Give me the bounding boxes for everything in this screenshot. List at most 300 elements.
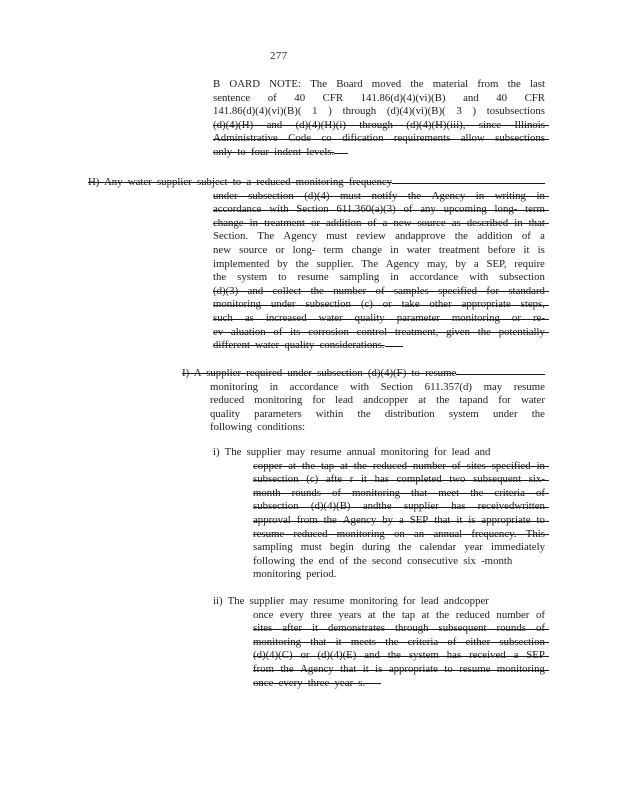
word: years — [338, 608, 362, 621]
word: the — [470, 486, 484, 499]
word: The — [361, 257, 378, 270]
word: andthe — [362, 500, 392, 513]
word: number — [412, 459, 446, 472]
word: that — [411, 486, 428, 499]
word: on — [393, 527, 405, 540]
word: subsequent — [473, 473, 522, 486]
word: OARD — [229, 78, 260, 90]
word: 611.357(d) — [424, 380, 472, 393]
word: for — [486, 284, 499, 297]
word: receivedwritten — [477, 500, 545, 513]
text-line — [182, 394, 545, 408]
word: for — [498, 394, 511, 407]
word: supplier — [403, 500, 439, 513]
word: in — [536, 459, 545, 472]
text-line — [213, 92, 545, 106]
word: corrosion — [308, 325, 349, 338]
word: r — [349, 473, 354, 486]
word: addition — [477, 230, 513, 243]
word: the — [436, 394, 450, 407]
word: the — [382, 608, 396, 621]
word: notify — [371, 189, 398, 202]
word: must — [300, 541, 322, 554]
word: The — [310, 78, 327, 90]
word: subsection — [305, 298, 351, 311]
text-line — [213, 514, 545, 528]
word: steps, — [520, 298, 545, 311]
word: in — [390, 271, 399, 284]
word: last — [529, 78, 545, 90]
word: subsequent — [438, 622, 487, 635]
word: may — [483, 380, 503, 393]
word: require — [514, 257, 545, 270]
word: meets — [350, 635, 376, 648]
word: treatment — [264, 216, 305, 229]
word: it — [523, 243, 530, 256]
word: collect — [272, 284, 302, 297]
text-line — [213, 78, 545, 92]
word: from — [253, 662, 274, 675]
word: criteria — [494, 486, 525, 499]
text-line: following the end of the second consecutive six -month — [253, 554, 513, 567]
word: from — [477, 78, 499, 90]
word: in — [269, 380, 279, 393]
text-line — [213, 663, 545, 677]
paragraph-item-i-roman — [213, 446, 545, 582]
word: under — [213, 189, 238, 202]
strikethrough-extension — [334, 146, 348, 160]
word: it — [311, 622, 318, 635]
word: allow — [460, 132, 485, 145]
word: and — [463, 91, 479, 104]
word: or — [310, 216, 320, 229]
word: 611.360(a)(3) — [336, 203, 396, 216]
word: may, — [427, 257, 448, 270]
word: copper — [253, 459, 283, 472]
word: monitoring — [254, 394, 303, 407]
word: of — [367, 216, 377, 229]
word: the — [301, 459, 316, 472]
word: must — [340, 189, 362, 202]
text-line: i) The supplier may resume annual monitoring for lead and — [213, 446, 491, 458]
word: SEP — [409, 513, 429, 526]
word: approval — [253, 513, 291, 526]
word: Section. — [213, 230, 249, 243]
word: Agency — [283, 230, 317, 243]
paragraph-item-ii-roman — [213, 595, 545, 690]
word: (d)(4)(H)(i) — [295, 118, 346, 131]
word: standard — [508, 284, 545, 297]
word: sites — [466, 459, 486, 472]
word: tap — [401, 608, 416, 621]
text-line — [213, 146, 545, 160]
word: 141.86(d)(4)(vi)(B) — [360, 91, 446, 104]
word: has — [374, 473, 389, 486]
word: change — [213, 216, 244, 229]
strikethrough-extension — [385, 339, 403, 353]
word: for — [312, 394, 325, 407]
word: subsection — [253, 500, 299, 513]
word: the — [507, 78, 521, 90]
word: and — [266, 118, 283, 131]
text-line — [88, 312, 545, 326]
word: 3 — [456, 105, 462, 118]
word: in — [249, 216, 259, 229]
word: B — [213, 78, 221, 90]
text-line — [88, 326, 545, 340]
text-line — [88, 217, 545, 231]
word: as — [451, 216, 461, 229]
word: of — [535, 486, 545, 499]
word: the — [435, 608, 450, 621]
word: or — [382, 298, 392, 311]
word: new — [213, 243, 231, 256]
word: from — [296, 513, 318, 526]
word: or — [511, 311, 521, 324]
word: water — [318, 311, 343, 324]
word: in — [536, 189, 545, 202]
word: 1 — [312, 105, 318, 118]
word: number — [333, 284, 367, 297]
word: at — [340, 459, 348, 472]
word: CFR — [322, 91, 344, 104]
word: has — [451, 500, 466, 513]
word: of — [535, 608, 545, 621]
line-text: different water quality considerations. — [213, 339, 385, 352]
word: system — [408, 649, 439, 662]
word: in — [514, 216, 523, 229]
word: in — [390, 243, 399, 256]
text-line — [88, 339, 545, 353]
word: with — [269, 203, 289, 216]
word: a — [513, 649, 519, 662]
strikethrough-extension — [456, 367, 545, 381]
word: Section — [380, 380, 414, 393]
word: immediately — [491, 541, 545, 554]
text-line — [88, 285, 545, 299]
word: Agency — [385, 257, 420, 270]
word: once — [253, 608, 274, 621]
word: given — [446, 325, 471, 338]
word: rounds — [496, 622, 526, 635]
word: Code — [288, 132, 312, 145]
word: parameters — [254, 407, 302, 420]
word: sampling — [253, 541, 293, 554]
word: has — [446, 649, 462, 662]
word: new — [393, 216, 412, 229]
word: (d)(4)(vi)(B)( — [386, 105, 446, 118]
text-line — [182, 381, 545, 395]
word: monitoring — [253, 635, 301, 648]
word: to — [444, 662, 453, 675]
line-text: I) A supplier required under subsection (d)(4)(F) to resume — [182, 367, 457, 379]
text-line — [213, 460, 545, 474]
word: received — [469, 649, 506, 662]
word: monitoring — [336, 527, 385, 540]
word: (d)(4)(H) — [213, 118, 254, 131]
word: at — [418, 394, 426, 407]
word: treatment — [438, 243, 480, 256]
word: specified — [491, 459, 531, 472]
word: long- — [292, 243, 316, 256]
word: monitoring — [496, 662, 545, 675]
word: during — [361, 541, 391, 554]
word: in — [475, 189, 485, 202]
text-line — [213, 541, 545, 555]
text-line — [88, 230, 545, 244]
text-line — [213, 677, 545, 691]
word: (c) — [360, 298, 373, 311]
word: that — [528, 216, 545, 229]
word: appropriate — [388, 662, 438, 675]
word: subsection — [499, 271, 545, 284]
text-line — [88, 298, 545, 312]
word: long- — [494, 203, 518, 216]
word: the — [477, 325, 491, 338]
word: the — [357, 407, 371, 420]
strikethrough-extension — [365, 677, 381, 691]
word: annual — [433, 527, 463, 540]
word: samples — [393, 284, 429, 297]
word: ev — [213, 325, 224, 338]
word: and — [247, 284, 264, 297]
word: is — [537, 243, 545, 256]
word: a — [398, 513, 404, 526]
word: resume — [297, 271, 329, 284]
word: system — [448, 407, 479, 420]
word: of — [447, 635, 457, 648]
word: demonstrates — [327, 622, 385, 635]
word: the — [410, 78, 424, 90]
word: every — [279, 608, 304, 621]
word: two — [449, 473, 466, 486]
word: moved — [371, 78, 402, 90]
word: source — [239, 243, 268, 256]
word: lead — [335, 394, 354, 407]
text-line — [88, 258, 545, 272]
word: source — [417, 216, 446, 229]
word: through — [342, 105, 377, 118]
word: the — [295, 257, 309, 270]
word: material — [432, 78, 469, 90]
word: re- — [532, 311, 545, 324]
word: is — [375, 662, 383, 675]
word: that — [340, 662, 357, 675]
text-line — [213, 636, 545, 650]
word: a — [540, 230, 545, 243]
word: month — [253, 486, 281, 499]
word: resume — [253, 527, 285, 540]
word: by — [382, 513, 394, 526]
word: tap — [321, 459, 335, 472]
word: system — [237, 271, 268, 284]
word: increased — [265, 311, 307, 324]
word: monitoring — [210, 380, 258, 393]
word: to — [536, 513, 545, 526]
word: at — [421, 608, 430, 621]
word: upcoming — [443, 203, 487, 216]
word: of — [521, 230, 531, 243]
text-line — [88, 176, 545, 190]
word: the — [407, 189, 422, 202]
word: is — [468, 513, 476, 526]
word: must — [326, 230, 348, 243]
word: ) — [328, 105, 332, 118]
page-number: 277 — [270, 50, 288, 62]
word: it — [362, 662, 369, 675]
word: change — [351, 243, 383, 256]
word: ) — [472, 105, 477, 118]
text-line — [213, 105, 545, 119]
word: a — [382, 216, 388, 229]
word: with — [349, 380, 370, 393]
word: to — [278, 271, 287, 284]
word: its — [290, 325, 301, 338]
word: it — [335, 635, 342, 648]
text-line — [213, 649, 545, 663]
word: number — [496, 608, 530, 621]
word: resume — [513, 380, 545, 393]
word: quality — [210, 407, 240, 420]
word: (d)(4)(H)(iii), — [406, 118, 466, 131]
paragraph-item-h — [88, 176, 545, 353]
word: reduced — [210, 394, 245, 407]
word: Illinois — [514, 118, 545, 131]
text-line — [88, 271, 545, 285]
text-line — [213, 119, 545, 133]
word: subsection — [248, 189, 294, 202]
word: 141.86(d)(4)(vi)(B)( — [213, 105, 302, 118]
word: andapprove — [395, 230, 446, 243]
word: after — [282, 622, 302, 635]
word: 40 — [294, 91, 306, 104]
word: supplier. — [316, 257, 354, 270]
text-line — [213, 500, 545, 514]
word: specified — [438, 284, 478, 297]
word: Section — [296, 203, 329, 216]
word: meet — [438, 486, 460, 499]
word: since — [478, 118, 501, 131]
word: completed — [396, 473, 442, 486]
text-line — [182, 367, 545, 381]
paragraph-item-i-upper — [182, 367, 545, 435]
word: subsection — [499, 635, 545, 648]
word: accordance — [289, 380, 339, 393]
word: water — [520, 394, 545, 407]
word: of — [403, 203, 413, 216]
word: (d)(4) — [304, 189, 330, 202]
word: water — [406, 243, 431, 256]
word: sampling — [339, 271, 380, 284]
line-text: once every three year s. — [253, 676, 366, 689]
word: at — [288, 459, 297, 472]
word: described — [466, 216, 509, 229]
word: other — [429, 298, 452, 311]
word: through — [394, 622, 429, 635]
word: This — [525, 527, 545, 540]
word: distribution — [384, 407, 435, 420]
text-line: monitoring period. — [253, 568, 337, 581]
word: that — [310, 635, 327, 648]
word: any — [420, 203, 436, 216]
word: Administrative — [213, 132, 278, 145]
word: implemented — [213, 257, 270, 270]
word: three — [310, 608, 333, 621]
word: of — [535, 622, 545, 635]
word: of — [273, 325, 283, 338]
word: under — [270, 298, 296, 311]
word: criteria — [407, 635, 439, 648]
word: dification — [342, 132, 384, 145]
word: reduced — [455, 608, 490, 621]
word: the — [310, 284, 324, 297]
word: accordance — [409, 271, 459, 284]
text-line — [88, 244, 545, 258]
word: a — [473, 257, 479, 270]
text-line — [213, 132, 545, 146]
word: treatment, — [394, 325, 439, 338]
text-line — [213, 609, 545, 623]
word: (d)(4)(C) — [253, 649, 293, 662]
word: SEP, — [486, 257, 507, 270]
text-line — [88, 203, 545, 217]
word: the — [323, 513, 337, 526]
word: and — [364, 649, 380, 662]
word: as — [244, 311, 254, 324]
word: parameter — [396, 311, 440, 324]
word: or — [300, 649, 310, 662]
word: monitoring — [451, 311, 500, 324]
word: accordance — [213, 203, 262, 216]
text-line — [88, 190, 545, 204]
word: under — [492, 407, 518, 420]
word: the — [385, 635, 399, 648]
word: reduced — [372, 459, 408, 472]
word: the — [353, 459, 367, 472]
word: co — [321, 132, 332, 145]
word: calendar — [419, 541, 457, 554]
word: quality — [354, 311, 385, 324]
text-line — [213, 622, 545, 636]
word: Board — [336, 78, 363, 90]
word: (d)(4)(E) — [317, 649, 357, 662]
text-line — [182, 408, 545, 422]
word: the — [531, 407, 545, 420]
word: review — [356, 230, 386, 243]
word: or — [275, 243, 285, 256]
word: appropriate — [481, 513, 531, 526]
text-line — [213, 473, 545, 487]
word: take — [401, 298, 420, 311]
word: the — [387, 649, 401, 662]
text-line: following conditions: — [210, 421, 306, 434]
word: afte — [325, 473, 343, 486]
word: tapand — [459, 394, 489, 407]
word: before — [487, 243, 516, 256]
word: Agency — [300, 662, 334, 675]
word: it — [456, 513, 463, 526]
word: of — [267, 91, 277, 104]
word: subsections — [495, 132, 545, 145]
word: The — [257, 230, 275, 243]
word: writing — [494, 189, 526, 202]
word: the — [213, 271, 227, 284]
line-text: H) Any water supplier subject to a reduced monitoring frequency — [88, 176, 393, 188]
word: CFR — [524, 91, 545, 104]
word: andcopper — [363, 394, 409, 407]
word: resume — [459, 662, 491, 675]
word: sites — [253, 622, 273, 635]
